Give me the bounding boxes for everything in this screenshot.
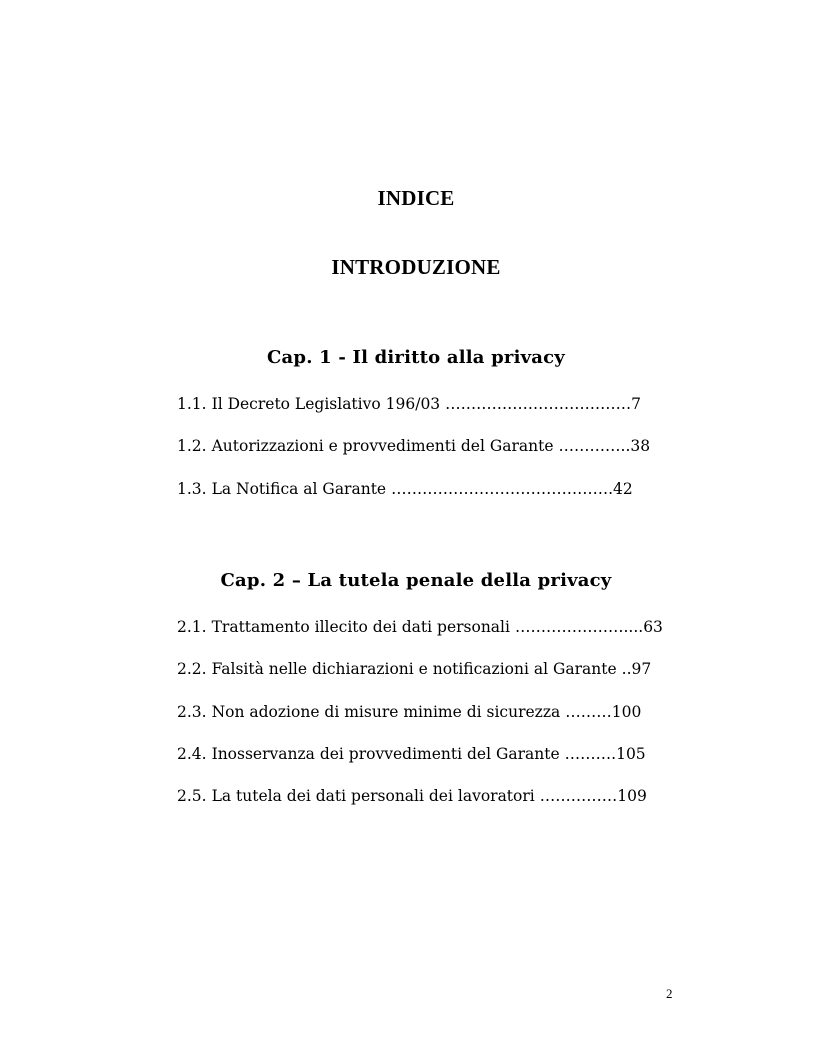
toc-entry — [177, 745, 672, 763]
toc-entry-number: 2.2. — [177, 660, 207, 678]
toc-entry-number: 1.2. — [177, 437, 207, 455]
introduction-heading: INTRODUZIONE — [331, 255, 501, 279]
toc-entry-number: 2.1. — [177, 618, 207, 636]
toc-entry-page: 109 — [617, 787, 647, 805]
toc-entry — [177, 437, 672, 455]
toc-entry-leader: ………………….... — [514, 618, 644, 636]
toc-entry — [177, 660, 672, 678]
toc-entry-page: 100 — [611, 703, 642, 721]
toc-entry-number: 2.3. — [177, 703, 207, 721]
toc-entry-label: Falsità nelle dichiarazioni e notificazioni al Garante — [211, 660, 617, 678]
toc-entry-number: 2.5. — [177, 787, 207, 805]
toc-entry — [177, 618, 672, 636]
toc-entry-label: Il Decreto Legislativo 196/03 — [211, 395, 441, 413]
toc-entry-leader: ……………………………… — [445, 395, 632, 413]
toc-entry — [177, 703, 672, 721]
toc-entry — [177, 787, 672, 805]
toc-entry-page: 63 — [643, 618, 663, 636]
chapter-2-title: Cap. 2 – La tutela penale della privacy — [220, 570, 612, 591]
toc-entry-number: 1.1. — [177, 395, 207, 413]
toc-entry — [177, 480, 672, 498]
toc-entry-label: Autorizzazioni e provvedimenti del Garante — [211, 437, 554, 455]
toc-entry-page: 7 — [631, 395, 642, 413]
toc-entry-page: 38 — [630, 437, 651, 455]
toc-entry-page: 105 — [616, 745, 646, 763]
toc-entry-label: Non adozione di misure minime di sicurezza — [211, 703, 561, 721]
toc-entry-number: 2.4. — [177, 745, 207, 763]
toc-entry-leader: ………. — [564, 745, 617, 763]
toc-entry-label: Trattamento illecito dei dati personali — [211, 618, 510, 636]
toc-entry-leader: ……… — [565, 703, 612, 721]
toc-entry-number: 1.3. — [177, 480, 207, 498]
toc-entry-label: La Notifica al Garante — [211, 480, 387, 498]
toc-entry-leader: ………….. — [558, 437, 631, 455]
toc-entry-leader: …………… — [539, 787, 618, 805]
toc-entry-label: La tutela dei dati personali dei lavoratori — [211, 787, 535, 805]
chapter-1-title: Cap. 1 - Il diritto alla privacy — [267, 347, 565, 368]
toc-entry — [177, 395, 672, 413]
toc-entry-label: Inosservanza dei provvedimenti del Garante — [211, 745, 560, 763]
page-number: 2 — [666, 986, 673, 1001]
toc-entry-page: 42 — [613, 480, 633, 498]
toc-entry-leader: ……………………………………. — [391, 480, 614, 498]
index-title: INDICE — [377, 186, 455, 210]
toc-entry-page: 97 — [631, 660, 652, 678]
toc-entry-leader: .. — [621, 660, 632, 678]
